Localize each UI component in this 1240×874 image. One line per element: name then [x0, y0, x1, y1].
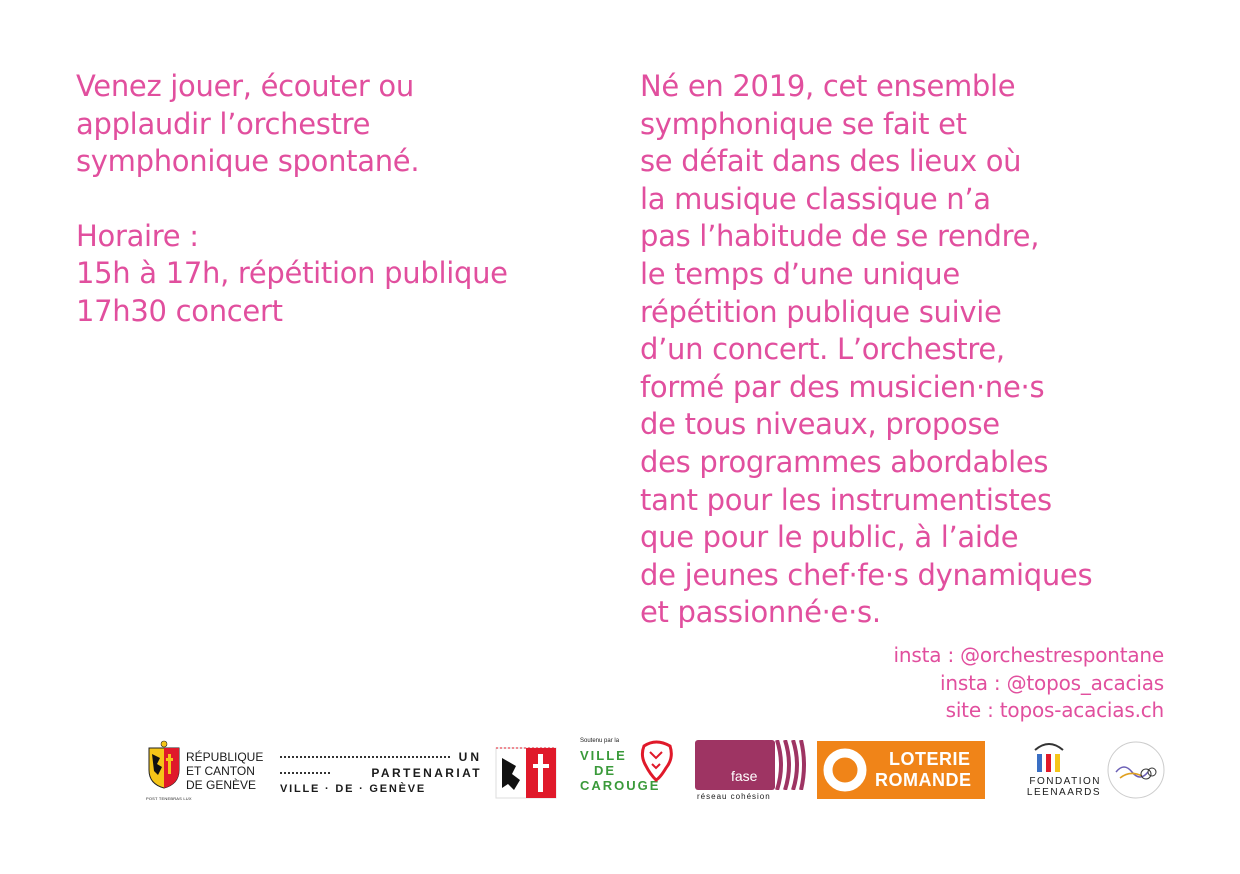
loterie-romande-logo: [817, 741, 985, 799]
geneve-canton-logo: [146, 740, 271, 802]
paragraph-line: que pour le public, à l’aide: [640, 520, 1019, 555]
carouge-lion-icon: [640, 740, 674, 782]
paragraph-line: symphonique se fait et: [640, 106, 967, 141]
geneve-canton-text: RÉPUBLIQUE ET CANTON DE GENÈVE: [186, 750, 264, 792]
orchestre-spontane-logo: [1106, 740, 1166, 800]
paragraph-line: le temps d’une unique: [640, 256, 960, 291]
intro-line: Venez jouer, écouter ou: [76, 69, 414, 103]
paragraph-line: de tous niveaux, propose: [640, 407, 1000, 442]
description-paragraph: [640, 68, 1200, 632]
paragraph-line: tant pour les instrumentistes: [640, 482, 1052, 517]
fase-text: fase: [731, 768, 758, 784]
intro-block: [76, 68, 596, 330]
paragraph-line: la musique classique n’a: [640, 181, 991, 216]
paragraph-line: répétition publique suivie: [640, 294, 1002, 329]
sponsor-logos: [0, 738, 1240, 808]
paragraph-line: des programmes abordables: [640, 444, 1049, 479]
paragraph-line: et passionné·e·s.: [640, 595, 881, 630]
schedule-line: 17h30 concert: [76, 293, 283, 328]
fase-logo: [695, 740, 809, 804]
leenaards-logo: [995, 738, 1103, 802]
social-links: [894, 642, 1164, 725]
fase-sub: réseau cohésion: [697, 792, 771, 801]
geneve-flag-icon: [494, 744, 558, 800]
partenariat-word: PARTENARIAT: [371, 766, 482, 780]
carouge-logo: [578, 738, 688, 802]
paragraph-line: d’un concert. L’orchestre,: [640, 332, 1005, 367]
paragraph-line: Né en 2019, cet ensemble: [640, 69, 1016, 103]
loterie-circle-icon: [821, 746, 869, 794]
instagram-orchestre-link[interactable]: insta : @orchestrespontane: [893, 643, 1164, 667]
orchestre-circle-icon: [1106, 740, 1166, 800]
paragraph-line: pas l’habitude de se rendre,: [640, 219, 1040, 254]
leenaards-columns-icon: [1029, 740, 1069, 774]
geneve-motto: POST TENEBRAS LUX: [146, 796, 192, 801]
partenariat-logo: [278, 750, 488, 800]
carouge-supported: Soutenu par la: [580, 738, 620, 744]
instagram-topos-link[interactable]: insta : @topos_acacias: [940, 670, 1164, 695]
schedule-line: 15h à 17h, répétition publique: [76, 256, 508, 290]
loterie-text: LOTERIE ROMANDE: [875, 749, 972, 790]
partenariat-ville: VILLE · DE · GENÈVE: [280, 783, 427, 795]
intro-line: symphonique spontané.: [76, 144, 420, 178]
paragraph-line: se défait dans des lieux où: [640, 144, 1022, 179]
partenariat-un: UN: [458, 750, 482, 764]
leenaards-text: FONDATION LEENAARDS: [1026, 776, 1101, 798]
carouge-text: VILLE DE CAROUGE: [580, 748, 661, 793]
ville-geneve-flag-logo: [494, 744, 558, 800]
paragraph-line: formé par des musicien·ne·s: [640, 369, 1045, 404]
schedule-heading: Horaire :: [76, 218, 199, 253]
geneve-coat-of-arms-icon: [146, 740, 182, 792]
intro-line: applaudir l’orchestre: [76, 106, 371, 141]
paragraph-line: de jeunes chef·fe·s dynamiques: [640, 557, 1093, 592]
website-link[interactable]: site : topos-acacias.ch: [945, 698, 1164, 722]
